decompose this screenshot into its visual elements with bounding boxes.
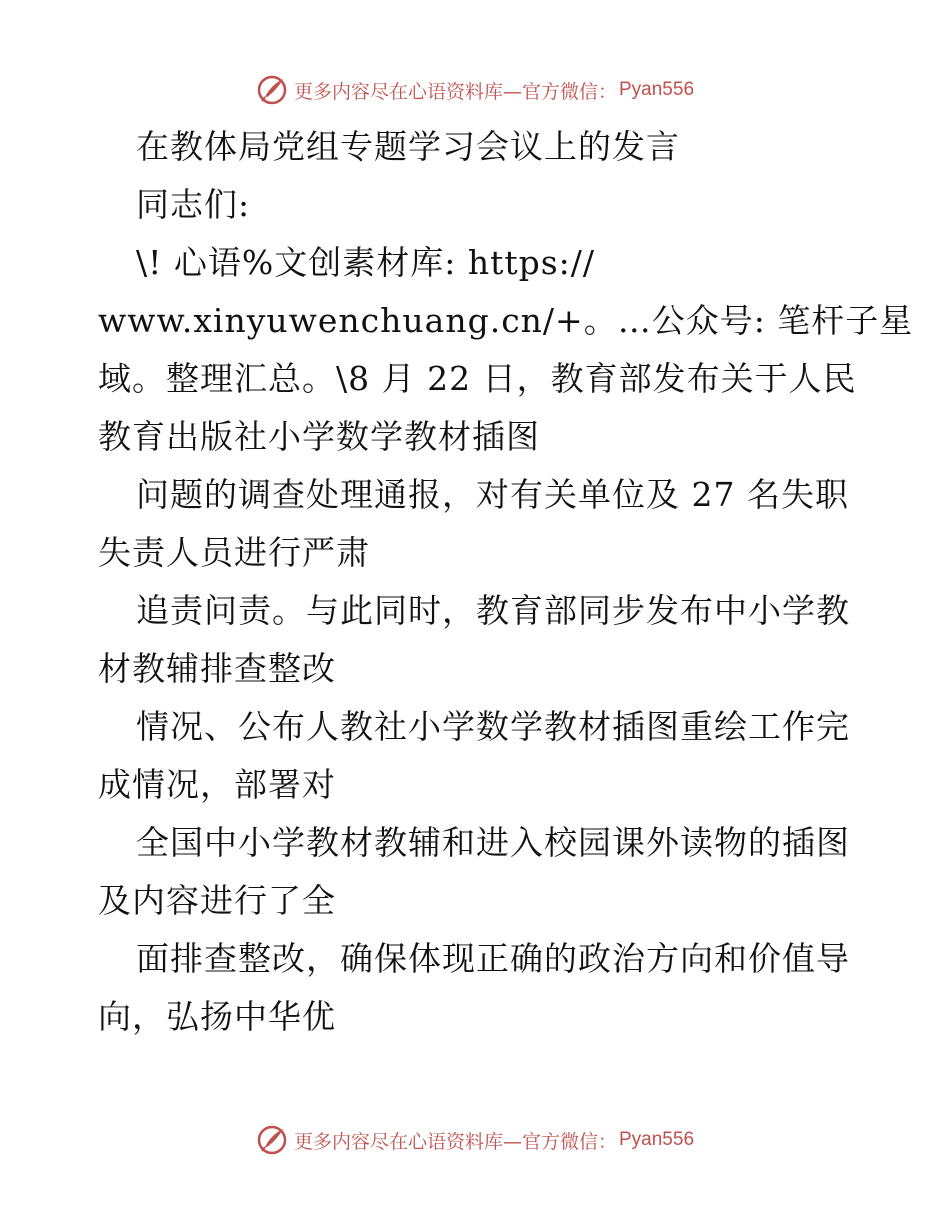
footer-banner xyxy=(0,1120,950,1160)
feather-pen-logo-icon xyxy=(256,74,288,106)
paragraph-line: 成情况，部署对 xyxy=(98,765,336,804)
paragraph-line: 域。整理汇总。\8 月 22 日，教育部发布关于人民 xyxy=(98,359,857,398)
paragraph-line: www.xinyuwenchuang.cn/+。…公众号: 笔杆子星 xyxy=(98,301,914,340)
paragraph-line: 及内容进行了全 xyxy=(98,881,336,920)
banner-wechat-id: Pyan556 xyxy=(619,1129,695,1150)
paragraph-line: 追责问责。与此同时，教育部同步发布中小学教 xyxy=(136,591,850,630)
paragraph-line: 问题的调查处理通报，对有关单位及 27 名失职 xyxy=(136,475,849,514)
paragraph-line: 失责人员进行严肃 xyxy=(98,533,370,572)
paragraph-line: \! 心语%文创素材库: https:// xyxy=(136,243,596,282)
banner-text: 更多内容尽在心语资料库—官方微信： xyxy=(293,1130,617,1153)
banner-text: 更多内容尽在心语资料库—官方微信： xyxy=(293,80,617,103)
banner-wechat-id: Pyan556 xyxy=(619,79,695,100)
document-body xyxy=(98,118,914,1046)
feather-pen-logo-icon xyxy=(256,1124,288,1156)
doc-title: 在教体局党组专题学习会议上的发言 xyxy=(136,127,680,166)
paragraph-line: 教育出版社小学数学教材插图 xyxy=(98,417,540,456)
salutation: 同志们: xyxy=(136,185,251,224)
header-banner xyxy=(0,70,950,110)
paragraph-line: 向，弘扬中华优 xyxy=(98,997,336,1036)
paragraph-line: 全国中小学教材教辅和进入校园课外读物的插图 xyxy=(136,823,850,862)
paragraph-line: 情况、公布人教社小学数学教材插图重绘工作完 xyxy=(136,707,850,746)
paragraph-line: 材教辅排查整改 xyxy=(98,649,336,688)
paragraph-line: 面排查整改，确保体现正确的政治方向和价值导 xyxy=(136,939,850,978)
